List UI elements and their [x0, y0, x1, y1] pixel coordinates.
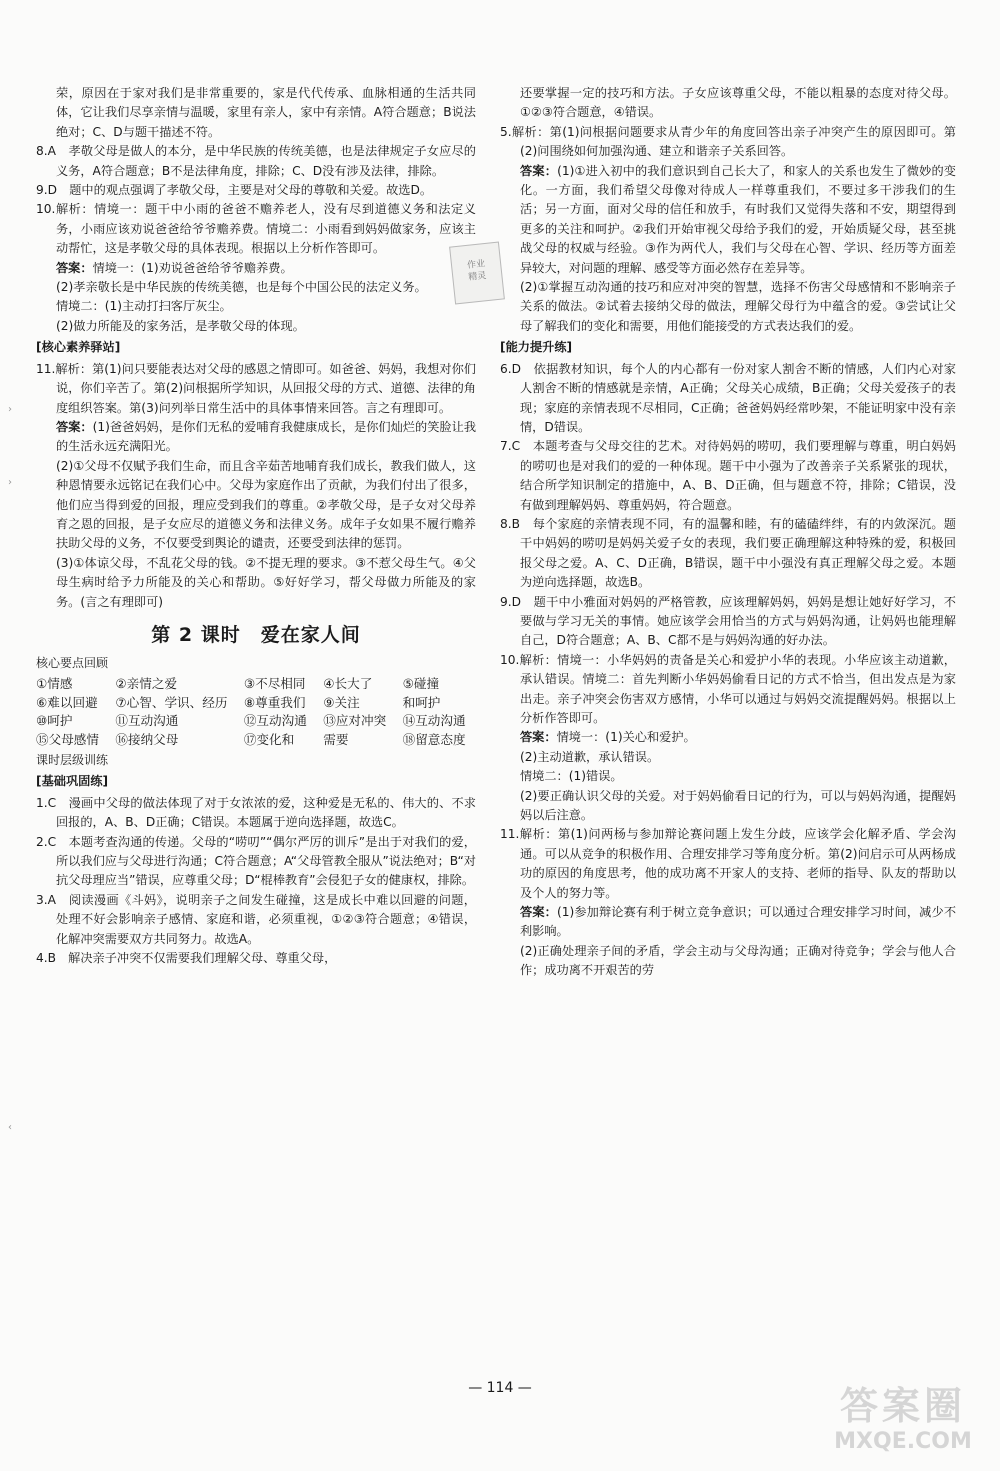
- subsection-heading: 核心要点回顾: [36, 655, 109, 670]
- watermark-url: MXQE.COM: [834, 1429, 972, 1454]
- margin-mark: ›: [8, 477, 12, 488]
- stamp-text: 精灵: [467, 271, 487, 283]
- right-column: [500, 84, 956, 981]
- answer-line: (3)①体谅父母，不乱花父母的钱。②不提无理的要求。③不惹父母生气。④父母生病时给予力所能及的关心和帮助。⑤好好学习，帮父母做力所能及的家务。(言之有理即可): [56, 555, 476, 609]
- keypoint: ⑨关注: [323, 694, 360, 710]
- answer-line: (1)①进入初中的我们意识到自己长大了，和家人的关系也发生了微妙的变化。一方面，我们希望父母像对待成人一样尊重我们，不要过多干涉我们的生活；另一方面，面对父母的信任和放手，有时我们又觉得失落和不安，期望得到更多的关注和呵护。②我们开始审视父母给予我们的爱，开始质疑父母，甚至挑战父母的权威与经验。③作为两代人，我们与父母在心智、学识、经历等方面差异较大，对问题的理解、感受等方面必然存在差异等。: [520, 163, 956, 275]
- answer-line: (2)要正确认识父母的关爱。对于妈妈偷看日记的行为，可以与妈妈沟通，提醒妈妈以后注意。: [520, 788, 956, 823]
- answer-block: [500, 903, 956, 942]
- answer-block: [500, 728, 956, 747]
- keypoint: 和呵护: [402, 694, 441, 710]
- stamp-logo: [449, 242, 505, 305]
- keypoint-grid: [36, 675, 476, 749]
- answer-line: 情境二：(1)主动打扫客厅灰尘。: [56, 299, 232, 314]
- answer-line: (1)参加辩论赛有利于树立竞争意识；可以通过合理安排学习时间，减少不利影响。: [520, 905, 957, 939]
- keypoint: ⑦心智、学识、经历: [115, 694, 228, 710]
- answer-line: (1)爸爸妈妈，是你们无私的爱哺育我健康成长，是你们灿烂的笑脸让我的生活永远充满阳光。: [56, 419, 477, 454]
- keypoint: ⑯接纳父母: [115, 731, 179, 747]
- keypoint: ⑰变化和: [243, 731, 295, 747]
- keypoint: ⑩呵护: [36, 713, 73, 729]
- answer-item: 2.C 本题考查沟通的传递。父母的“唠叨”“偶尔严厉的训斥”是出于对我们的爱，所以我们应与父母进行沟通；C符合题意；A“父母管教全服从”说法绝对；B“对抗父母理应当”错误，应尊重父母；D“棍棒教育”会侵犯子女的健康权，排除。: [36, 834, 476, 888]
- lesson-title: 第 2 课时 爱在家人间: [151, 623, 361, 646]
- page-number: — 114 —: [468, 1380, 532, 1396]
- answer-label: 答案：: [520, 163, 558, 178]
- answer-line: (2)主动道歉，承认错误。: [520, 749, 660, 764]
- analysis-item: 11.解析：第(1)问两杨与参加辩论赛问题上发生分歧，应该学会化解矛盾、学会沟通。可以从竞争的积极作用、合理安排学习等角度分析。第(2)问启示可从两杨成功的原因的角度思考，他的成功离不开家人的支持、老师的指导、队友的帮助以及个人的努力等。: [500, 827, 956, 900]
- keypoint: ①情感: [36, 676, 73, 692]
- section-heading: [能力提升练]: [500, 340, 573, 355]
- answer-line: 情境一：(1)关心和爱护。: [556, 730, 696, 745]
- answer-paragraph: 荣，原因在于家对我们是非常重要的，家是代代传承、血脉相通的生活共同体，它让我们尽享亲情与温暖，家里有亲人，家中有亲情。A符合题意；B说法绝对；C、D与题干描述不符。: [56, 86, 476, 139]
- answer-line: 情境一：(1)劝说爸爸给爷爷赡养费。: [92, 260, 293, 275]
- margin-mark: ›: [8, 404, 12, 415]
- keypoint: ④长大了: [323, 676, 373, 692]
- answer-item: 8.A 孝敬父母是做人的本分，是中华民族的传统美德，也是法律规定子女应尽的义务，A符合题意；B不是法律角度，排除；C、D没有涉及法律，排除。: [36, 144, 476, 178]
- keypoint: ⑪互动沟通: [115, 713, 179, 729]
- answer-label: 答案：: [56, 419, 93, 434]
- keypoint: ②亲情之爱: [115, 676, 178, 692]
- answer-line: (2)正确处理亲子间的矛盾，学会主动与父母沟通；正确对待竞争；学会与他人合作；成功离不开艰苦的劳: [520, 943, 956, 978]
- answer-line: 情境二：(1)错误。: [520, 769, 623, 784]
- answer-label: 答案：: [520, 905, 557, 920]
- watermark-text: 答案圈: [839, 1384, 966, 1428]
- answer-line: (2)孝亲敬长是中华民族的传统美德，也是每个中国公民的法定义务。: [56, 280, 427, 295]
- answer-item: 7.C 本题考查与父母交往的艺术。对待妈妈的唠叨，我们要理解与尊重，明白妈妈的唠叨也是对我们的爱的一种体现。题干中小强为了改善亲子关系紧张的现状，结合所学知识制定的措施中，A、B、D正确，但与题意不符，排除；C错误，没有做到理解妈妈、尊重妈妈，符合题意。: [500, 439, 956, 512]
- keypoint: ⑭互动沟通: [402, 713, 466, 729]
- answer-item: 3.A 阅读漫画《斗妈》，说明亲子之间发生碰撞，这是成长中难以回避的问题，处理不好会影响亲子感情、家庭和谐，必须重视，①②③符合题意；④错误，化解冲突需要双方共同努力。故选A。: [36, 892, 477, 946]
- answer-line: (2)①父母不仅赋予我们生命，而且含辛茹苦地哺育我们成长，教我们做人，这种恩情要永远铭记在我们心中。父母为家庭作出了贡献，为我们付出了很多，他们应当得到爱的回报，理应受到我们的尊重。②孝敬父母，是子女对父母养育之恩的回报，是子女应尽的道德义务和法律义务。成年子女如果不履行赡养扶助父母的义务，不仅要受到舆论的谴责，还要受到法律的惩罚。: [56, 458, 476, 551]
- section-heading: [核心素养驿站]: [36, 340, 121, 355]
- keypoint: ⑱留意态度: [402, 731, 466, 747]
- answer-block: [500, 162, 956, 278]
- answer-label: 答案：: [520, 730, 557, 745]
- answer-block: [36, 259, 476, 278]
- answer-item: 6.D 依据教材知识，每个人的内心都有一份对家人割舍不断的情感，人们内心对家人割舍不断的情感就是亲情，A正确；父母关心成绩，B正确；父母关爱孩子的表现；家庭的亲情表现不尽相同，C正确；爸爸妈妈经常吵架，不能证明家中没有亲情，D错误。: [500, 361, 956, 434]
- keypoint: ⑤碰撞: [402, 676, 440, 692]
- keypoint: 需要: [323, 731, 349, 747]
- analysis-item: 11.解析：第(1)问只要能表达对父母的感恩之情即可。如爸爸、妈妈，我想对你们说，你们辛苦了。第(2)问根据所学知识，从回报父母的方式、道德、法律的角度组织答案。第(3)问列举日常生活中的具体事情来回答。言之有理即可。: [36, 361, 476, 415]
- keypoint: ⑧尊重我们: [243, 694, 306, 710]
- section-heading: [基础巩固练]: [36, 774, 109, 789]
- watermark-logo: [818, 1383, 988, 1465]
- answer-item: 9.D 题干中小雅面对妈妈的严格管教，应该理解妈妈，妈妈是想让她好好学习，不要做与学习无关的事情。她应该学会用恰当的方式与妈妈沟通，让妈妈也能理解自己，D符合题意；A、B、C都不是与妈妈沟通的好办法。: [500, 594, 956, 648]
- analysis-item: 5.解析：第(1)问根据问题要求从青少年的角度回答出亲子冲突产生的原因即可。第(2)问围绕如何加强沟通、建立和谐亲子关系回答。: [500, 124, 956, 159]
- keypoint: ⑬应对冲突: [323, 713, 387, 729]
- answer-line: (2)①掌握互动沟通的技巧和应对冲突的智慧，选择不伤害父母感情和不影响亲子关系的做法。②试着去接纳父母的做法，理解父母行为中蕴含的爱。③尝试让父母了解我们的变化和需要，用他们能接受的方式表达我们的爱。: [520, 280, 956, 333]
- left-column: [36, 84, 476, 968]
- answer-label: 答案：: [56, 260, 93, 275]
- subsection-heading: 课时层级训练: [36, 753, 109, 767]
- keypoint: ③不尽相同: [243, 676, 306, 692]
- keypoint: ⑫互动沟通: [243, 713, 307, 729]
- margin-mark: ‹: [8, 1122, 12, 1133]
- answer-item: 9.D 题中的观点强调了孝敬父母，主要是对父母的尊敬和关爱。故选D。: [36, 183, 433, 198]
- answer-item: 1.C 漫画中父母的做法体现了对于女浓浓的爱，这种爱是无私的、伟大的、不求回报的，A、B、D正确；C错误。本题属于逆向选择题，故选C。: [36, 795, 476, 830]
- answer-block: [36, 418, 476, 457]
- answer-paragraph: 还要掌握一定的技巧和方法。子女应该尊重父母，不能以粗暴的态度对待父母。①②③符合题意，④错误。: [520, 86, 956, 120]
- answer-line: (2)做力所能及的家务活，是孝敬父母的体现。: [56, 318, 305, 333]
- analysis-item: 10.解析：情境一：题干中小雨的爸爸不赡养老人，没有尽到道德义务和法定义务，小雨应该劝说爸爸给爷爷赡养费。情境二：小雨看到妈妈做家务，应该主动帮忙，这是孝敬父母的具体表现。根据以上分析作答即可。: [36, 202, 476, 256]
- answer-item: 4.B 解决亲子冲突不仅需要我们理解父母、尊重父母，: [36, 951, 337, 966]
- analysis-item: 10.解析：情境一：小华妈妈的责备是关心和爱护小华的表现。小华应该主动道歉，承认错误。情境二：首先判断小华妈妈偷看日记的方式不恰当，但出发点是为家出走。亲子冲突会伤害双方感情，小华可以通过与妈妈交流提醒妈妈。根据以上分析作答即可。: [500, 652, 956, 725]
- keypoint: ⑥难以回避: [36, 694, 98, 710]
- stamp-text: 作业: [466, 259, 486, 271]
- keypoint: ⑮父母感情: [36, 731, 99, 747]
- answer-item: 8.B 每个家庭的亲情表现不同，有的温馨和睦，有的磕磕绊绊，有的内敛深沉。题干中妈妈的唠叨是妈妈关爱子女的表现，我们要正确理解这种特殊的爱，积极回报父母之爱。A、C、D正确，B错误，题干中小强没有真正理解父母之爱。本题为逆向选择题，故选B。: [500, 516, 956, 590]
